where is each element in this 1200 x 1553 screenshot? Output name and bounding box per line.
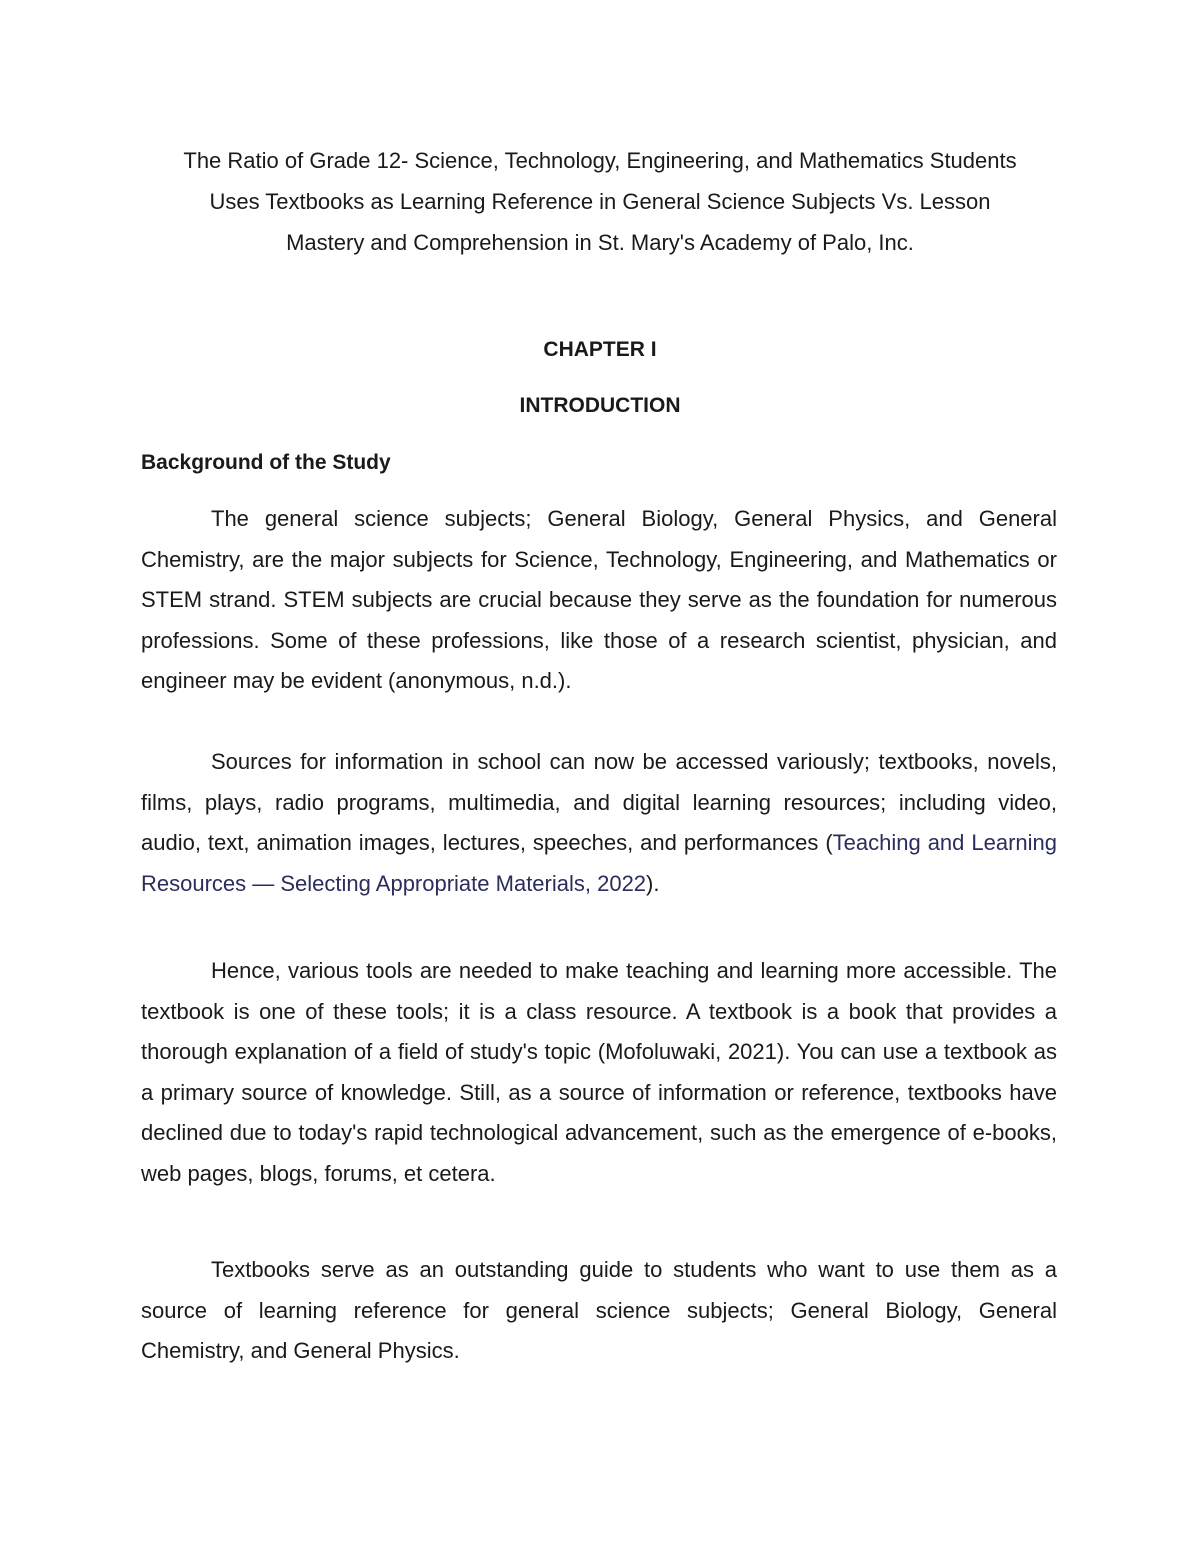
- paragraph-text: Sources for information in school can now be accessed variously; textbooks, novels, films, plays, radio programs, multimedia, and digital learning resources; including video, audio, text, animation images, lectures, speeches, and performances: [141, 749, 1057, 855]
- chapter-title: INTRODUCTION: [519, 394, 681, 417]
- document-title: [130, 140, 1070, 263]
- section-heading: Background of the Study: [141, 451, 391, 474]
- citation-open: (: [825, 830, 833, 855]
- body-paragraph: The general science subjects; General Biology, General Physics, and General Chemistry, are the major subjects for Science, Technology, Engineering, and Mathematics or STEM strand. STEM subjects are crucial because they serve as the foundation for numerous professions. Some of these professions, like those of a research scientist, physician, and engineer may be evident (anonymous, n.d.).: [141, 506, 1057, 693]
- citation-close: ).: [646, 870, 660, 896]
- title-line: Uses Textbooks as Learning Reference in General Science Subjects Vs. Lesson: [209, 189, 991, 214]
- citation-link[interactable]: Teaching and Learning Resources — Selecting Appropriate Materials, 2022: [141, 830, 1057, 896]
- body-paragraph: [141, 742, 1057, 904]
- body-paragraph: Textbooks serve as an outstanding guide to students who want to use them as a source of learning reference for general science subjects; General Biology, General Chemistry, and General Physics.: [141, 1257, 1057, 1363]
- chapter-number: CHAPTER I: [543, 338, 657, 361]
- title-line: The Ratio of Grade 12- Science, Technology, Engineering, and Mathematics Students: [183, 148, 1017, 173]
- body-paragraph: Hence, various tools are needed to make teaching and learning more accessible. The textbook is one of these tools; it is a class resource. A textbook is a book that provides a thorough explanation of a field of study's topic (Mofoluwaki, 2021). You can use a textbook as a primary source of knowledge. Still, as a source of information or reference, textbooks have declined due to today's rapid technological advancement, such as the emergence of e-books, web pages, blogs, forums, et cetera.: [141, 958, 1057, 1186]
- title-line: Mastery and Comprehension in St. Mary's Academy of Palo, Inc.: [286, 230, 914, 255]
